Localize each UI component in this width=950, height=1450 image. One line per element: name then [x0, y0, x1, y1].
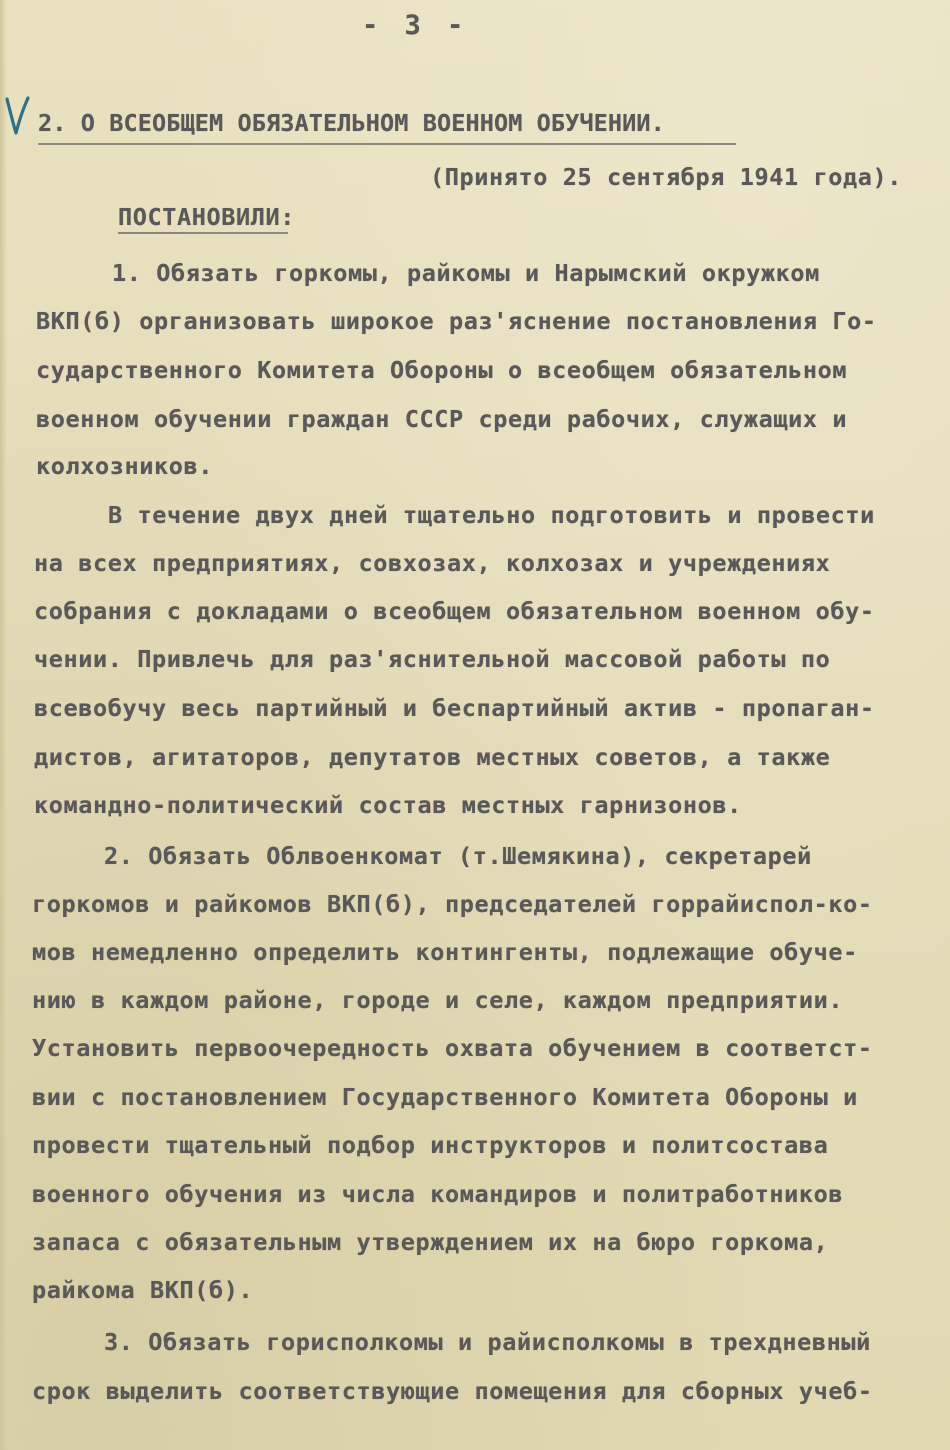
page-number: - 3 - [362, 10, 469, 41]
body-line: собрания с докладами о всеобщем обязательном военном обу- [34, 597, 875, 625]
body-line: запаса с обязательным утверждением их на бюро горкома, [32, 1228, 829, 1256]
body-line: райкома ВКП(б). [32, 1276, 254, 1304]
body-line: провести тщательный подбор инструкторов и политсостава [32, 1131, 829, 1159]
body-line: командно-политический состав местных гарнизонов. [34, 791, 742, 819]
body-line: мов немедленно определить контингенты, подлежащие обуче- [32, 938, 858, 966]
item-title: 2. О ВСЕОБЩЕМ ОБЯЗАТЕЛЬНОМ ВОЕННОМ ОБУЧЕНИИ. [38, 109, 665, 137]
body-line: нию в каждом районе, городе и селе, каждом предприятии. [32, 986, 844, 1014]
page-edge-shadow [0, 0, 7, 1450]
body-line: дистов, агитаторов, депутатов местных советов, а также [34, 743, 831, 771]
body-line: 2. Обязать Облвоенкомат (т.Шемякина), секретарей [104, 842, 812, 870]
title-underline [38, 143, 736, 145]
body-line: 1. Обязать горкомы, райкомы и Нарымский окружком [112, 259, 820, 287]
body-line: военном обучении граждан СССР среди рабочих, служащих и [36, 405, 848, 433]
adoption-date: (Принято 25 сентября 1941 года). [430, 163, 902, 191]
body-line: вии с постановлением Государственного Комитета Обороны и [32, 1083, 858, 1111]
body-line: срок выделить соответствующие помещения для сборных учеб- [32, 1377, 873, 1405]
body-line: колхозников. [36, 452, 213, 480]
body-line: чении. Привлечь для раз'яснительной массовой работы по [34, 645, 831, 673]
body-line: Установить первоочередность охвата обучением в соответст- [32, 1034, 873, 1062]
body-line: военного обучения из числа командиров и политработников [32, 1180, 844, 1208]
body-line: В течение двух дней тщательно подготовить и провести [108, 501, 875, 529]
body-line: ВКП(б) организовать широкое раз'яснение постановления Го- [36, 307, 877, 335]
resolved-underline [118, 232, 288, 234]
body-line: всевобучу весь партийный и беспартийный актив - пропаган- [34, 694, 875, 722]
body-line: сударственного Комитета Обороны о всеобщем обязательном [36, 356, 848, 384]
body-line: 3. Обязать горисполкомы и райисполкомы в трехдневный [104, 1328, 871, 1356]
body-line: горкомов и райкомов ВКП(б), председателей горрайиспол-ко- [32, 890, 873, 918]
check-mark-icon [4, 95, 32, 137]
body-line: на всех предприятиях, совхозах, колхозах и учреждениях [34, 549, 831, 577]
resolved-heading: ПОСТАНОВИЛИ: [118, 203, 295, 231]
